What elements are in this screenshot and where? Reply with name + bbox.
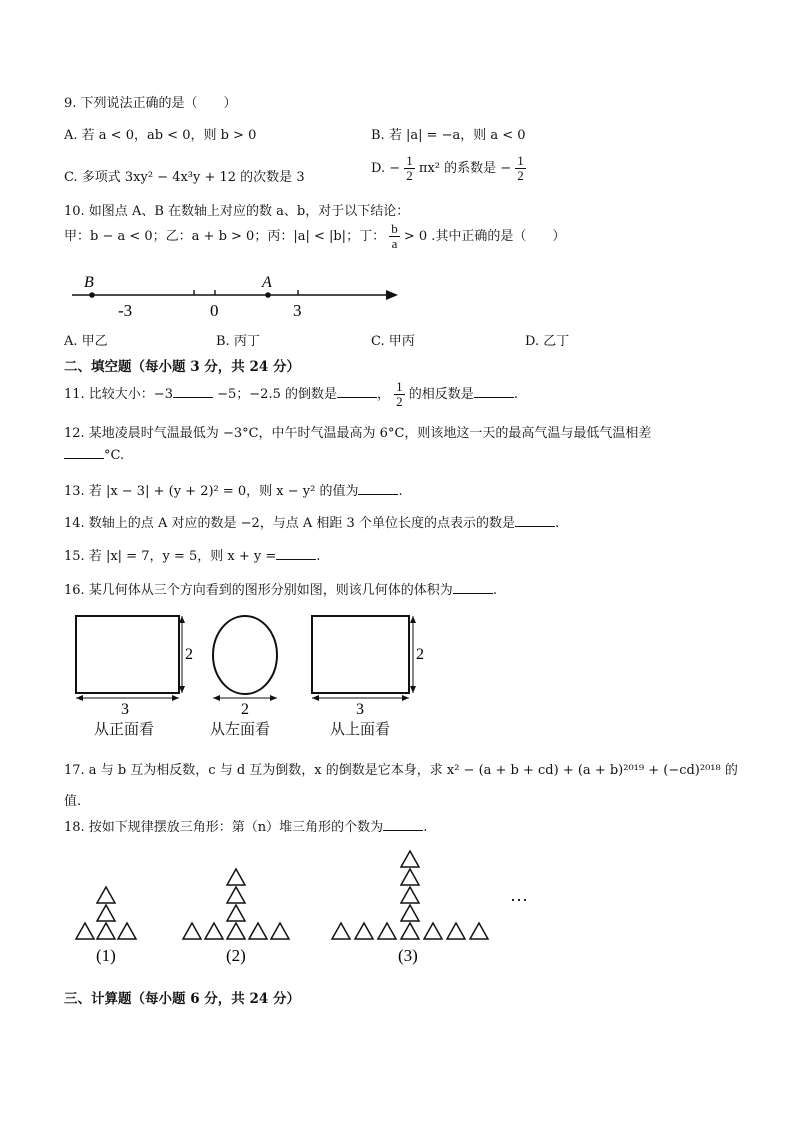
q18-end: . xyxy=(423,820,428,835)
q9-option-c: C. 多项式 3xy² − 4x³y + 12 的次数是 3 xyxy=(64,170,305,185)
pattern-ellipsis: … xyxy=(510,885,528,905)
front-height-label: 2 xyxy=(185,646,193,663)
tick-3-label: 3 xyxy=(293,301,302,320)
q9-d-num2: 1 xyxy=(517,153,524,168)
section-2-heading: 二、填空题（每小题 3 分，共 24 分） xyxy=(64,359,300,375)
q9-d-prefix: D. − xyxy=(371,161,401,176)
q15-text: 15. 若 |x| = 7，y = 5，则 x + y = xyxy=(64,549,277,564)
left-view-label: 从左面看 xyxy=(210,720,271,738)
q10-frac-num: b xyxy=(391,221,398,236)
q11-blank-1 xyxy=(173,385,213,398)
q9-d-mid: πx² 的系数是 − xyxy=(418,161,512,176)
pile-2-label: (2) xyxy=(226,946,246,965)
q10-conclusions xyxy=(64,222,565,251)
q18 xyxy=(64,816,427,835)
q16-views-figure xyxy=(64,608,444,740)
left-view-circle xyxy=(213,616,277,694)
q15 xyxy=(64,545,320,564)
front-view-label: 从正面看 xyxy=(94,720,155,738)
q11-end: . xyxy=(513,387,518,402)
q10-tail: > 0 .其中正确的是（ ） xyxy=(403,229,566,244)
q9-option-b: B. 若 |a| = −a，则 a < 0 xyxy=(371,128,526,143)
top-view-rect xyxy=(312,616,409,693)
q10-conclusions-text: 甲：b − a < 0；乙：a + b > 0；丙：|a| < |b|；丁： xyxy=(64,229,386,244)
q16-text: 16. 某几何体从三个方向看到的图形分别如图，则该几何体的体积为 xyxy=(64,583,453,598)
q17-line1: 17. a 与 b 互为相反数，c 与 d 互为倒数，x 的倒数是它本身，求 x² − (a + b + cd) + (a + b)²⁰¹⁹ + (−cd)²⁰¹⁸ 的 xyxy=(64,763,738,778)
pile-2 xyxy=(183,869,289,939)
q9-d-den2: 2 xyxy=(517,168,524,183)
point-a-dot xyxy=(265,292,271,298)
q9-d-num: 1 xyxy=(406,153,413,168)
pile-3 xyxy=(332,851,488,939)
q15-blank xyxy=(276,547,316,560)
q11-frac-den: 2 xyxy=(396,394,403,409)
q13-text: 13. 若 |x − 3| + (y + 2)² = 0，则 x − y² 的值为 xyxy=(64,484,359,499)
q18-triangle-pattern xyxy=(60,843,540,971)
q11-fraction xyxy=(394,380,405,409)
q9-d-fraction xyxy=(404,154,415,183)
q14-end: . xyxy=(554,516,560,531)
q12-line2: °C. xyxy=(104,448,125,463)
q10-number-line xyxy=(60,268,410,320)
q11-frac-num: 1 xyxy=(396,379,403,394)
q13-blank xyxy=(358,482,398,495)
tick-0-label: 0 xyxy=(210,301,219,320)
q11-part1: 11. 比较大小：−3 xyxy=(64,387,173,402)
q13 xyxy=(64,480,403,499)
q10-option-b: B. 丙丁 xyxy=(216,334,260,349)
q9-d-den: 2 xyxy=(406,168,413,183)
q12-line1: 12. 某地凌晨时气温最低为 −3°C，中午时气温最高为 6°C，则该地这一天的最高气温与最低气温相差 xyxy=(64,426,652,441)
pile-3-label: (3) xyxy=(398,946,418,965)
top-height-label: 2 xyxy=(416,646,424,663)
q10-frac-den: a xyxy=(391,236,398,251)
q11-part4: 的相反数是 xyxy=(408,387,474,402)
q11-part2: −5；−2.5 的倒数是 xyxy=(217,387,337,402)
pile-1-label: (1) xyxy=(96,946,116,965)
q11-blank-3 xyxy=(474,385,514,398)
q9-option-a: A. 若 a < 0，ab < 0，则 b > 0 xyxy=(64,128,257,143)
q9-stem: 9. 下列说法正确的是（ ） xyxy=(64,96,237,111)
q11-blank-2 xyxy=(337,385,377,398)
q10-option-a: A. 甲乙 xyxy=(64,334,108,349)
top-view-label: 从上面看 xyxy=(330,720,391,738)
q14 xyxy=(64,512,559,531)
q16-blank xyxy=(453,581,493,594)
q17-line2: 值. xyxy=(64,794,82,809)
q18-blank xyxy=(383,818,423,831)
tick-neg3-label: -3 xyxy=(118,301,133,320)
q11-part3: ， xyxy=(377,387,391,402)
q14-blank xyxy=(515,514,555,527)
q13-end: . xyxy=(398,484,403,499)
q9-d-fraction2 xyxy=(515,154,526,183)
q11 xyxy=(64,380,518,409)
q9-option-d xyxy=(371,154,526,183)
q15-end: . xyxy=(316,549,321,564)
q16-end: . xyxy=(492,583,497,598)
point-b-dot xyxy=(89,292,95,298)
q14-text: 14. 数轴上的点 A 对应的数是 −2，与点 A 相距 3 个单位长度的点表示的数是 xyxy=(64,516,515,531)
q18-text: 18. 按如下规律摆放三角形：第（n）堆三角形的个数为 xyxy=(64,820,384,835)
point-b-label: B xyxy=(84,274,94,291)
q16 xyxy=(64,579,497,598)
point-a-label: A xyxy=(262,274,272,291)
q10-option-c: C. 甲丙 xyxy=(371,334,415,349)
section-3-heading: 三、计算题（每小题 6 分，共 24 分） xyxy=(64,991,300,1007)
q10-stem: 10. 如图点 A、B 在数轴上对应的数 a、b，对于以下结论： xyxy=(64,204,410,219)
q10-option-d: D. 乙丁 xyxy=(525,334,570,349)
front-width-label: 3 xyxy=(121,701,129,718)
left-diameter-label: 2 xyxy=(241,701,249,718)
pile-1 xyxy=(76,887,136,939)
q10-fraction xyxy=(389,222,400,251)
front-view-rect xyxy=(76,616,179,693)
top-width-label: 3 xyxy=(356,701,364,718)
q12-blank xyxy=(64,446,104,459)
q12-line2-wrap xyxy=(64,446,124,463)
